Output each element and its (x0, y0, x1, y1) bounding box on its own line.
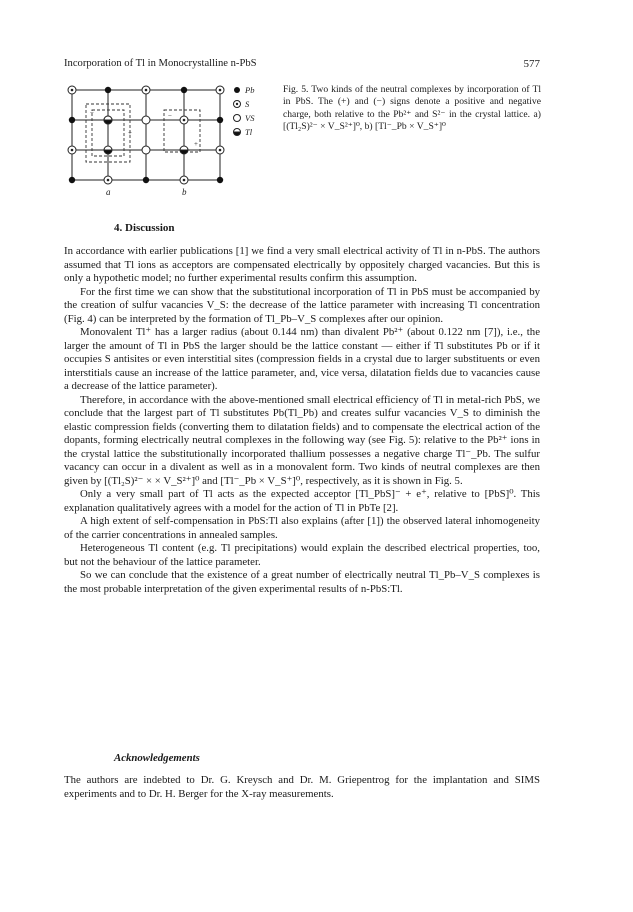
figure-lattice-diagram (60, 80, 275, 198)
panel-label-b: b (182, 187, 187, 197)
figure-legend (234, 85, 256, 137)
section-heading: 4. Discussion (114, 222, 175, 234)
legend-pb: Pb (245, 85, 255, 95)
paragraph: Only a very small part of Tl acts as the expected acceptor [Tl_PbS]⁻ + e⁺, relative to [PbS]⁰. This explanation qualitatively agrees with a model for the action of Tl in PbTe [2]. (64, 488, 540, 514)
legend-vs: VS (245, 113, 255, 123)
paragraph: In accordance with earlier publications [1] we find a very small electrical activity of Tl in n-PbS. The authors assumed that Tl ions as acceptors are compensated electrically by oppositely charged vacancies. But this is only a hypothetic model; no further experimental results confirm this assumption. (64, 245, 540, 284)
svg-text:+: + (194, 140, 198, 148)
charge-signs (90, 109, 198, 148)
paragraph: A high extent of self-compensation in PbS:Tl also explains (after [1]) the observed lateral inhomogeneity of the carrier concentrations in annealed samples. (64, 515, 540, 541)
lattice-lines (72, 90, 220, 180)
body-text (64, 245, 540, 596)
figure-caption: Fig. 5. Two kinds of the neutral complexes by incorporation of Tl in PbS. The (+) and (−) signs denote a positive and negative charge, both relative to the Pb²⁺ and S²⁻ in the crystal lattice. a) [(Tl₂S)²⁻ × V_S²⁺]⁰, b) [Tl⁻_Pb × V_S⁺]⁰ (283, 84, 541, 133)
svg-text:−: − (90, 109, 94, 117)
legend-s: S (245, 99, 250, 109)
acknowledgements-text: The authors are indebted to Dr. G. Kreysch and Dr. M. Griepentrog for the implantation and SIMS experiments and to Dr. H. Berger for the X-ray measurements. (64, 774, 540, 800)
paragraph: Therefore, in accordance with the above-mentioned small electrical efficiency of Tl in metal-rich PbS, we conclude that the largest part of Tl substitutes Pb(Tl_Pb) and creates sulfur vacancies V_S to diminish the elastic compression fields (converting them to dilatation fields) and to compensate the electrical action of the dopants, forming electrically neutral complexes in the following way (see Fig. 5): relative to the Pb²⁺ ions in the crystal lattice the substitutionally incorporated thallium possesses a negative charge Tl⁻_Pb. The sulfur vacancy can occur in a divalent as well as in a monovalent form. Two kinds of neutral complexes are then given by [(Tl₂S)²⁻ × × V_S²⁺]⁰ and [Tl⁻_Pb × V_S⁺]⁰, respectively, as it is shown in Fig. 5. (64, 393, 540, 487)
paragraph: Heterogeneous Tl content (e.g. Tl precipitations) would explain the described electrical properties, too, but not the behaviour of the lattice parameter. (64, 542, 540, 568)
running-head (64, 58, 540, 74)
svg-text:−: − (168, 112, 172, 120)
running-head-title: Incorporation of Tl in Monocrystalline n-PbS (64, 58, 257, 69)
paragraph: So we can conclude that the existence of a great number of electrically neutral Tl_Pb–V_S complexes is the most probable interpretation of the given experimental results of n-PbS:Tl. (64, 569, 540, 595)
page-number: 577 (523, 58, 540, 70)
paragraph: For the first time we can show that the substitutional incorporation of Tl in PbS must be accompanied by the creation of sulfur vacancies V_S: the decrease of the lattice parameter with increasing Tl concentration (Fig. 4) can be interpreted by the formation of Tl_Pb–V_S complexes after our opinion. (64, 285, 540, 325)
paragraph: Monovalent Tl⁺ has a larger radius (about 0.144 nm) than divalent Pb²⁺ (about 0.122 nm [7]), i.e., the larger the amount of Tl in PbS the larger should be the lattice constant — either if Tl substitutes Pb or if it occupies S antisites or even interstitial sites (compression fields in a crystal due to larger substituents or even interstitials cause an increase of the lattice parameter, and, vice versa, dilatation fields due to vacancies cause a decrease of the lattice parameter). (64, 326, 540, 392)
legend-tl: Tl (245, 127, 253, 137)
svg-text:+: + (128, 129, 132, 137)
panel-label-a: a (106, 187, 111, 197)
acknowledgements-heading: Acknowledgements (114, 752, 200, 764)
